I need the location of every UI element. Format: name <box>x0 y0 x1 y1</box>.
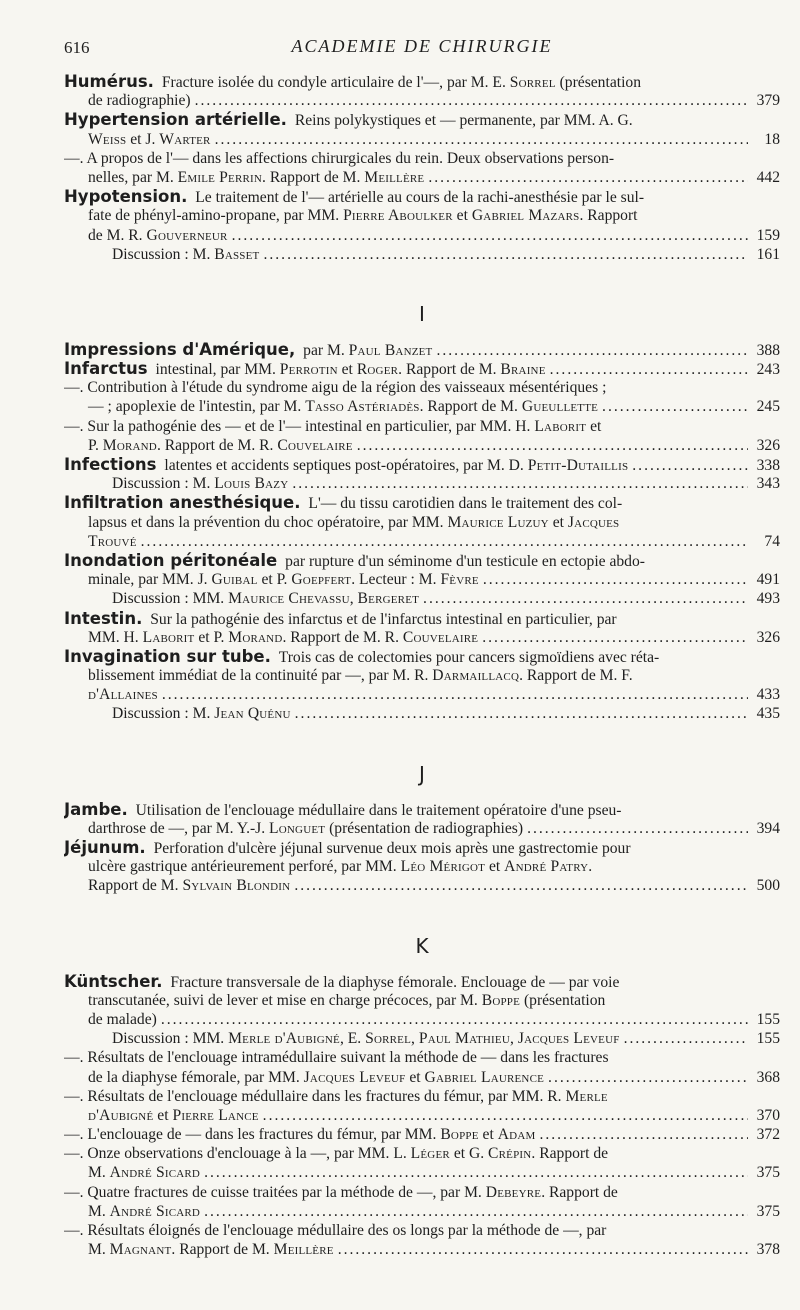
index-entry-jambe <box>64 800 780 838</box>
index-entry-invagination <box>64 647 780 724</box>
author-name: Couvelaire <box>402 628 479 646</box>
author-name: Fèvre <box>440 571 479 589</box>
entry-text: , <box>349 590 354 608</box>
index-entry-jejunum <box>64 838 780 896</box>
leader-dots <box>141 532 748 551</box>
leader-dots <box>204 1202 748 1221</box>
entry-headword: Hypotension. <box>64 187 188 207</box>
index-entry-kuntscher-6 <box>64 1183 780 1221</box>
entry-headword: Jéjunum. <box>64 838 146 857</box>
entry-headword: Jambe. <box>64 799 128 819</box>
author-name: Crépin <box>488 1145 532 1163</box>
index-entry-inondation <box>64 551 780 609</box>
page-ref: 375 <box>756 1202 780 1220</box>
page-ref: 379 <box>756 92 780 110</box>
page-ref: 155 <box>756 1030 780 1048</box>
entry-text: de M. R. <box>88 226 143 244</box>
index-entry-kuntscher-4 <box>64 1125 780 1144</box>
author-name: Laborit <box>142 628 195 646</box>
leader-dots <box>292 474 748 493</box>
leader-dots <box>338 1240 748 1259</box>
index-entry-kuntscher-3 <box>64 1087 780 1125</box>
page-ref: 442 <box>756 168 780 186</box>
author-name: Petit-Dutaillis <box>527 457 629 474</box>
index-entry-infarctus-3 <box>64 417 780 455</box>
entry-text: et J. <box>130 130 156 148</box>
entry-text: Trois cas de colectomies pour cancers sigmoïdiens avec réta- <box>278 648 660 666</box>
entry-text: L'— du tissu carotidien dans le traitement des col- <box>308 495 623 513</box>
author-name: Maurice Chevassu <box>228 590 350 608</box>
entry-text: Rapport de M. <box>88 877 179 895</box>
page-ref: 394 <box>756 819 780 837</box>
entry-text: M. <box>88 1164 106 1182</box>
entry-text: Fracture isolée du condyle articulaire de l'—, par M. E. <box>161 74 506 91</box>
author-name: Boppe <box>440 1126 479 1144</box>
page-ref: 243 <box>756 361 780 379</box>
author-name: Gabriel Mazars <box>471 207 580 225</box>
page-ref: 375 <box>756 1164 780 1182</box>
entry-text: MM. H. <box>88 628 139 646</box>
author-name: Jean Quénu <box>214 705 291 723</box>
entry-text: (présentation <box>523 991 606 1009</box>
entry-headword: Infarctus <box>64 359 148 379</box>
leader-dots <box>161 1010 748 1029</box>
entry-text: . <box>588 858 593 876</box>
entry-text: darthrose de —, par M. Y.-J. <box>88 819 266 837</box>
entry-text: et <box>456 207 468 225</box>
leader-dots <box>527 819 748 838</box>
discussion-label: Discussion : MM. <box>112 590 225 608</box>
author-name: Tasso Astériadès <box>305 398 420 416</box>
leader-dots <box>632 456 748 474</box>
page-ref: 159 <box>756 226 780 244</box>
section-letter-k: K <box>415 933 429 958</box>
entry-text: . Rapport de M. <box>262 168 361 186</box>
entry-text: , <box>510 1030 514 1048</box>
author-name: Magnant <box>109 1241 172 1259</box>
entry-text: minale, par MM. J. <box>88 571 208 589</box>
entry-text: M. <box>88 1202 106 1220</box>
entry-text: —. Résultats de l'enclouage médullaire dans les fractures du fémur, par MM. R. <box>64 1087 562 1105</box>
author-name: Paul Banzet <box>348 341 433 359</box>
entry-text: . Rapport de M. R. <box>156 436 274 454</box>
page-ref: 493 <box>756 590 780 608</box>
page-ref: 388 <box>756 341 780 359</box>
leader-dots <box>215 130 748 149</box>
page-ref: 18 <box>764 130 780 148</box>
index-entry-infarctus <box>64 359 780 378</box>
entry-text: —. Résultats de l'enclouage intramédullaire suivant la méthode de — dans les fractures <box>64 1049 609 1067</box>
entry-text: nelles, par M. <box>88 168 174 186</box>
author-name: Merle <box>565 1087 608 1105</box>
author-name: Léo Mérigot <box>400 858 486 876</box>
page-ref: 74 <box>764 532 780 550</box>
discussion-label: Discussion : M. <box>112 245 211 263</box>
author-name: Goepfert <box>291 571 352 589</box>
journal-title: ACADEMIE DE CHIRURGIE <box>291 36 553 56</box>
author-name: Jacques <box>567 513 620 531</box>
entry-text: —. Sur la pathogénie des — et de l'— intestinal en particulier, par MM. H. <box>64 417 531 435</box>
leader-dots <box>232 226 748 245</box>
page-ref: 245 <box>756 398 780 416</box>
index-entry-impressions <box>64 340 780 359</box>
entry-text: et <box>157 1106 169 1124</box>
index-entry-kuntscher-7 <box>64 1221 780 1259</box>
entry-headword: Impressions d'Amérique, <box>64 339 296 359</box>
author-name: Pierre Aboulker <box>343 207 453 225</box>
entry-text: . Rapport de M. F. <box>519 667 633 685</box>
entry-text: . Rapport <box>579 207 638 225</box>
entry-text: fate de phényl-amino-propane, par MM. <box>88 207 340 225</box>
entry-text: Fracture transversale de la diaphyse fémorale. Enclouage de — par voie <box>170 973 620 991</box>
author-name: Sorrel <box>365 1030 412 1048</box>
entry-text: . Rapport de M. <box>398 361 497 379</box>
entry-text: par rupture d'un séminome d'un testicule en ectopie abdo- <box>285 552 645 570</box>
entry-text: —. A propos de l'— dans les affections chirurgicales du rein. Deux observations person- <box>64 149 615 167</box>
entry-text: par M. <box>303 341 345 359</box>
author-name: André Sicard <box>109 1164 201 1182</box>
leader-dots <box>357 436 748 455</box>
entry-text: de radiographie) <box>88 92 191 110</box>
index-entry-kuntscher-5 <box>64 1144 780 1182</box>
entry-text: —. L'enclouage de — dans les fractures du fémur, par MM. <box>64 1126 437 1144</box>
author-name: Sorrel <box>509 74 556 91</box>
entry-text: Sur la pathogénie des infarctus et de l'infarctus intestinal en particulier, par <box>150 610 617 628</box>
index-entry-infarctus-2 <box>64 378 780 416</box>
entry-text: intestinal, par MM. <box>155 361 276 379</box>
leader-dots <box>436 341 748 359</box>
entry-headword: Infections <box>64 455 157 474</box>
leader-dots <box>263 245 748 264</box>
leader-dots <box>602 397 748 416</box>
index-entry-hypotension <box>64 187 780 264</box>
leader-dots <box>550 360 748 378</box>
author-name: Couvelaire <box>277 436 353 454</box>
running-head <box>64 36 780 60</box>
author-name: Perrotin <box>279 361 338 379</box>
entry-text: et P. <box>261 571 288 589</box>
author-name: Gueullette <box>521 398 599 416</box>
entry-text: et <box>482 1126 494 1144</box>
author-name: Weiss <box>88 130 127 148</box>
index-entry-intestin <box>64 609 780 647</box>
entry-text: . Rapport de <box>531 1145 609 1163</box>
page-ref: 372 <box>756 1126 780 1144</box>
author-name: Merle d'Aubigné <box>228 1030 340 1048</box>
author-name: Gouverneur <box>146 226 228 244</box>
entry-text: —. Contribution à l'étude du syndrome aigu de la région des vaisseaux mésentériques ; <box>64 379 607 397</box>
index-entry-humerus <box>64 72 780 110</box>
author-name: Longuet <box>269 819 326 837</box>
leader-dots <box>483 570 748 589</box>
entry-text: —. Quatre fractures de cuisse traitées par la méthode de —, par M. <box>64 1183 482 1201</box>
leader-dots <box>624 1029 748 1048</box>
author-name: Louis Bazy <box>214 475 289 493</box>
entry-text: ulcère gastrique antérieurement perforé, par MM. <box>88 858 397 876</box>
discussion-label: Discussion : M. <box>112 475 211 493</box>
author-name: Meillère <box>273 1241 334 1259</box>
author-name: Boppe <box>481 991 521 1009</box>
entry-text: de la diaphyse fémorale, par MM. <box>88 1068 300 1086</box>
page-number: 616 <box>64 38 90 57</box>
author-name: Gabriel Laurence <box>424 1068 545 1086</box>
entry-text: (présentation de radiographies) <box>329 819 524 837</box>
page-ref: 433 <box>756 686 780 704</box>
page-ref: 500 <box>756 877 780 895</box>
entry-text: et <box>341 361 353 379</box>
author-name: Maurice Luzuy <box>447 513 549 531</box>
entry-text: et G. <box>453 1145 485 1163</box>
author-name: Morand <box>102 436 157 454</box>
entry-text: , E. <box>339 1030 362 1048</box>
index-entry-infections <box>64 455 780 493</box>
author-name: d'Allaines <box>88 686 158 704</box>
discussion-label: Discussion : MM. <box>112 1030 225 1048</box>
author-name: Pierre Lance <box>172 1106 259 1124</box>
page-ref: 155 <box>756 1010 780 1028</box>
page-ref: 435 <box>756 705 780 723</box>
page-ref: 161 <box>756 245 780 263</box>
leader-dots <box>295 704 748 723</box>
entry-text: Utilisation de l'enclouage médullaire dans le traitement opératoire d'une pseu- <box>135 801 622 819</box>
leader-dots <box>294 876 748 895</box>
leader-dots <box>548 1068 748 1087</box>
entry-text: . Rapport de M. R. <box>282 628 399 646</box>
leader-dots <box>162 685 748 704</box>
entry-text: P. <box>88 436 99 454</box>
index-entry-infiltration <box>64 493 780 551</box>
page-ref: 491 <box>756 571 780 589</box>
author-name: Debeyre <box>485 1183 542 1201</box>
entry-text: et <box>590 417 602 435</box>
entry-text: —. Onze observations d'enclouage à la —, par MM. L. <box>64 1145 407 1163</box>
entry-text: . Rapport de M. <box>419 398 518 416</box>
author-name: Meillère <box>364 168 425 186</box>
page-ref: 378 <box>756 1241 780 1259</box>
author-name: Jacques Leveuf <box>517 1030 620 1048</box>
author-name: Jacques Leveuf <box>303 1068 406 1086</box>
author-name: Bergeret <box>357 590 420 608</box>
discussion-label: Discussion : M. <box>112 705 211 723</box>
section-letter-i: I <box>419 301 425 326</box>
entry-text: blissement immédiat de la continuité par —, par M. R. <box>88 667 429 685</box>
entry-headword: Inondation péritonéale <box>64 550 278 570</box>
author-name: Roger <box>356 361 399 379</box>
page-ref: 368 <box>756 1068 780 1086</box>
section-letter-j: J <box>419 761 425 786</box>
author-name: Sylvain Blondin <box>182 877 291 895</box>
author-name: Léger <box>410 1145 450 1163</box>
index-entry-kuntscher <box>64 972 780 1049</box>
entry-headword: Hypertension artérielle. <box>64 110 287 130</box>
entry-text: latentes et accidents septiques post-opératoires, par M. D. <box>164 457 524 474</box>
entry-headword: Invagination sur tube. <box>64 646 271 666</box>
leader-dots <box>204 1163 748 1182</box>
entry-text: . Rapport de M. <box>171 1241 270 1259</box>
page-ref: 343 <box>756 475 780 493</box>
entry-text: et <box>489 858 501 876</box>
author-name: Guibal <box>211 571 258 589</box>
author-name: Adam <box>497 1126 536 1144</box>
index-content <box>64 72 780 1259</box>
leader-dots <box>263 1106 748 1125</box>
page-ref: 326 <box>756 628 780 646</box>
index-entry-hypertension-2 <box>64 149 780 187</box>
entry-text: , <box>411 1030 415 1048</box>
author-name: Warter <box>159 130 211 148</box>
entry-text: — ; apoplexie de l'intestin, par M. <box>88 398 302 416</box>
entry-text: Le traitement de l'— artérielle au cours de la rachi-anesthésie par le sul- <box>195 189 645 207</box>
entry-text: transcutanée, suivi de lever et mise en charge précoces, par M. <box>88 991 478 1009</box>
entry-text: Perforation d'ulcère jéjunal survenue deux mois après une gastrectomie pour <box>153 840 631 857</box>
entry-text: . Rapport de <box>541 1183 618 1201</box>
author-name: Braine <box>500 361 546 379</box>
entry-text: (présentation <box>559 74 641 91</box>
page-ref: 370 <box>756 1106 780 1124</box>
author-name: Darmaillacq <box>432 667 520 685</box>
leader-dots <box>423 589 748 608</box>
entry-text: de malade) <box>88 1010 157 1028</box>
author-name: Paul Mathieu <box>418 1030 510 1048</box>
index-entry-hypertension <box>64 110 780 148</box>
entry-headword: Intestin. <box>64 608 143 628</box>
leader-dots <box>539 1125 748 1144</box>
author-name: Trouvé <box>88 532 137 550</box>
leader-dots <box>195 91 748 110</box>
author-name: André Sicard <box>109 1202 201 1220</box>
page-ref: 338 <box>756 457 780 474</box>
author-name: d'Aubigné <box>88 1106 154 1124</box>
author-name: Basset <box>214 245 260 263</box>
index-entry-kuntscher-2 <box>64 1048 780 1086</box>
entry-text: et <box>409 1068 421 1086</box>
entry-text: lapsus et dans la prévention du choc opératoire, par MM. <box>88 513 444 531</box>
entry-text: Reins polykystiques et — permanente, par MM. A. G. <box>294 112 633 130</box>
author-name: Emile Perrin <box>177 168 263 186</box>
entry-text: et <box>552 513 564 531</box>
author-name: André Patry <box>504 858 589 876</box>
author-name: Laborit <box>534 417 587 435</box>
author-name: Morand <box>228 628 283 646</box>
entry-text: M. <box>88 1241 106 1259</box>
entry-headword: Humérus. <box>64 72 154 91</box>
entry-text: —. Résultats éloignés de l'enclouage médullaire des os longs par la méthode de —, par <box>64 1222 607 1239</box>
leader-dots <box>428 168 748 187</box>
entry-headword: Infiltration anesthésique. <box>64 493 301 513</box>
leader-dots <box>482 628 748 647</box>
entry-text: et P. <box>198 628 225 646</box>
page-ref: 326 <box>756 436 780 454</box>
entry-headword: Küntscher. <box>64 971 163 991</box>
entry-text: . Lecteur : M. <box>351 571 437 589</box>
